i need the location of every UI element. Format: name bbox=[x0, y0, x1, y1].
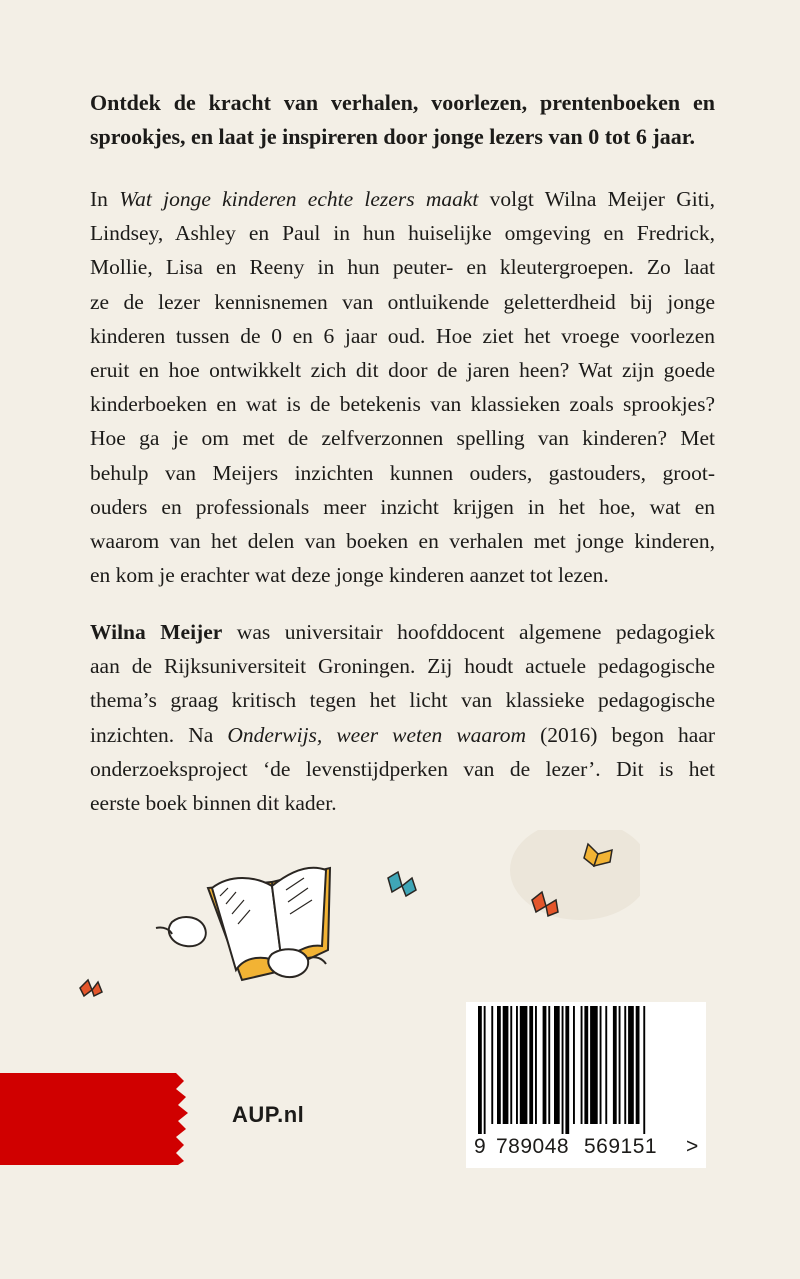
author-bio-line: onderzoeksproject ‘de levenstijdperken van de lezer’. Dit is het bbox=[90, 756, 715, 781]
barcode-bar bbox=[503, 1006, 509, 1124]
publisher-website-link[interactable]: AUP.nl bbox=[232, 1102, 305, 1127]
barcode-bar bbox=[628, 1006, 634, 1124]
barcode-bar bbox=[497, 1006, 501, 1124]
description-line: ze de lezer kennisnemen van ontluikende geletterdheid bij jonge bbox=[90, 289, 715, 314]
lead-paragraph bbox=[90, 86, 715, 154]
barcode-bar bbox=[543, 1006, 547, 1124]
barcode-bar bbox=[516, 1006, 518, 1124]
author-bio-line: thema’s graag kritisch tegen het licht van klassieke pedagogische bbox=[90, 688, 715, 713]
barcode-bar bbox=[562, 1006, 564, 1134]
barcode-bar bbox=[636, 1006, 640, 1124]
description-line: ouders en professionals meer inzicht krijgen in het hoe, wat en bbox=[90, 494, 715, 519]
author-bio-line bbox=[90, 718, 715, 752]
barcode-bar bbox=[484, 1006, 486, 1134]
barcode-bar bbox=[554, 1006, 560, 1124]
isbn-number bbox=[474, 1135, 704, 1279]
barcode-bar bbox=[605, 1006, 607, 1124]
barcode-bars bbox=[478, 1006, 694, 1134]
barcode-bar bbox=[529, 1006, 533, 1124]
lead-line: Ontdek de kracht van verhalen, voorlezen, prentenboeken en bbox=[90, 90, 715, 115]
prior-book-title: Onderwijs, weer weten waarom bbox=[227, 722, 527, 747]
barcode-bar bbox=[584, 1006, 588, 1124]
description-line: waarom van het delen van boeken en verhalen met jonge kinderen, bbox=[90, 529, 715, 554]
isbn-barcode bbox=[466, 1002, 706, 1168]
barcode-bar bbox=[565, 1006, 569, 1134]
book-description bbox=[90, 182, 715, 592]
barcode-bar bbox=[624, 1006, 626, 1124]
small-red-book-icon bbox=[80, 980, 102, 996]
description-line: behulp van Meijers inzichten kunnen ouders, gastouders, groot- bbox=[90, 460, 715, 485]
flying-books-illustration bbox=[60, 830, 640, 1010]
small-blue-book-icon bbox=[388, 872, 416, 896]
barcode-bar bbox=[600, 1006, 602, 1124]
author-bio bbox=[90, 615, 715, 820]
author-bio-line: eerste boek binnen dit kader. bbox=[90, 791, 337, 816]
barcode-bar bbox=[643, 1006, 645, 1134]
description-line bbox=[90, 182, 715, 216]
isbn-first-digit: 9 bbox=[474, 1135, 487, 1158]
barcode-bar bbox=[510, 1006, 512, 1124]
description-line-rest: volgt Wilna Meijer Giti, bbox=[489, 187, 716, 211]
barcode-bar bbox=[573, 1006, 575, 1124]
intro-word: In bbox=[90, 187, 108, 211]
author-bio-prefix: inzichten. Na bbox=[90, 722, 214, 747]
description-line: Lindsey, Ashley en Paul in hun huiselijke omgeving en Fredrick, bbox=[90, 221, 715, 246]
description-line: Mollie, Lisa en Reeny in hun peuter- en kleutergroepen. Zo laat bbox=[90, 255, 715, 280]
barcode-bar bbox=[619, 1006, 621, 1124]
isbn-arrow: > bbox=[686, 1135, 699, 1158]
isbn-group-2: 569151 bbox=[584, 1135, 658, 1158]
lead-line: sprookjes, en laat je inspireren door jonge lezers van 0 tot 6 jaar. bbox=[90, 124, 695, 149]
author-name: Wilna Meijer bbox=[90, 620, 223, 644]
author-bio-line: aan de Rijksuniversiteit Groningen. Zij houdt actuele pedagogische bbox=[90, 654, 715, 679]
book-title: Wat jonge kinderen echte lezers maakt bbox=[119, 187, 479, 211]
description-line: eruit en hoe ontwikkelt zich dit door de jaren heen? Wat zijn goede bbox=[90, 358, 715, 383]
publisher-red-flag bbox=[0, 1073, 190, 1165]
description-line: kinderen tussen de 0 en 6 jaar oud. Hoe ziet het vroege voorlezen bbox=[90, 323, 715, 348]
left-hand-icon bbox=[156, 917, 206, 946]
barcode-bar bbox=[590, 1006, 598, 1124]
author-bio-suffix: (2016) begon haar bbox=[540, 722, 716, 747]
description-line: kinderboeken en wat is de betekenis van klassieken zoals sprookjes? bbox=[90, 392, 715, 417]
barcode-bar bbox=[478, 1006, 482, 1134]
barcode-bar bbox=[520, 1006, 528, 1124]
description-line: Hoe ga je om met de zelfverzonnen spelling van kinderen? Met bbox=[90, 426, 715, 451]
barcode-bar bbox=[491, 1006, 493, 1124]
author-bio-line bbox=[90, 615, 715, 649]
description-line: en kom je erachter wat deze jonge kinderen aanzet tot lezen. bbox=[90, 563, 609, 588]
barcode-bar bbox=[613, 1006, 617, 1124]
background-cloud bbox=[510, 830, 640, 920]
barcode-bar bbox=[581, 1006, 583, 1124]
author-bio-line-rest: was universitair hoofddocent algemene pedagogiek bbox=[236, 620, 716, 644]
isbn-group-1: 789048 bbox=[496, 1135, 570, 1158]
barcode-bar bbox=[535, 1006, 537, 1124]
barcode-bar bbox=[548, 1006, 550, 1124]
